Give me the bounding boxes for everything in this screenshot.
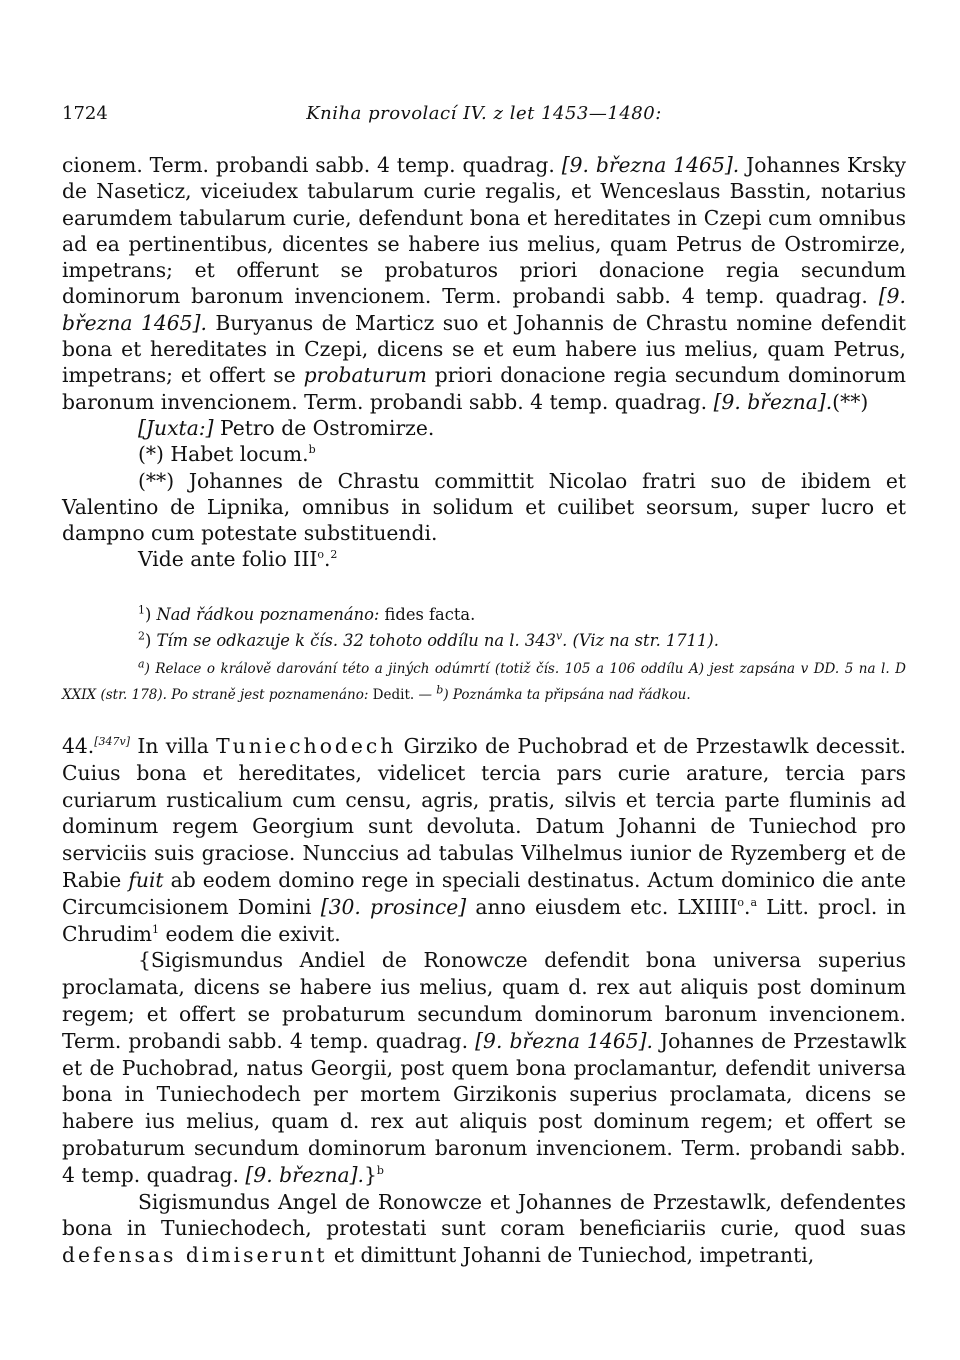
page-number: 1724 <box>62 103 108 124</box>
page-header <box>62 103 906 125</box>
footnotes <box>62 602 906 654</box>
date-note: [9. března]. <box>245 1162 364 1187</box>
entry-number: 44. <box>62 734 95 758</box>
entry-44-paragraph: 44.[347v] In villa Tuniechodech Girziko de Puchobrad et de Przestawlk decessit. Cuius bona et hereditates, videlicet tercia pars curie arature, tercia pars curiarum rusticalium cum censu, agris, pratis, silvis et tercia parte fluminis ad dominum regem Georgium sunt devoluta. Datum Johanni de Tuniechod pro serviciis suis graciose. Nunccius ad tabulas Vilhelmus iunior de Ryzemberg et de Rabie fuit ab eodem domino rege in speciali destinatus. Actum dominico die ante Circumcisionem Domini [30. prosince] anno eiusdem etc. LXIIII$^o$.$^a$ Litt. procl. in Chrudim$^1$ eodem die exivit. <box>62 734 906 946</box>
emphasis-word: probaturum <box>303 363 427 388</box>
date-note: [9. března 1465]. <box>62 284 906 335</box>
paragraph-defences: cionem. Term. probandi sabb. 4 temp. quadrag. [9. března 1465]. Johannes Krsky de Naseticz, viceiudex tabularum curie regalis, et Wenceslaus Basstin, notarius earumdem tabularum curie, defendunt bona et hereditates in Czepi cum omnibus ad ea pertinentibus, dicentes se habere ius melius, quam Petrus de Ostromirze, impetrans; et offerunt se probaturos priori donacione regia secundum dominorum baronum invencionem. Term. probandi sabb. 4 temp. quadrag. [9. března 1465]. Buryanus de Marticz suo et Johannis de Chrastu nomine defendit bona et hereditates in Czepi, dicens se et eum habere ius melius, quam Petrus, impetrans; et offert se probaturum priori donacione regia secundum dominorum baronum invencionem. Term. probandi sabb. 4 temp. quadrag. [9. března].(**) <box>62 153 907 414</box>
habet-line: (*) Habet locum.$^b$ <box>138 442 316 467</box>
paragraph-committit: (**) Johannes de Chrastu committit Nicolao fratri suo de ibidem et Valentino de Lipnika, omnibus in solidum et cuilibet seorsum, super lucro et dampno cum potestate substituendi. <box>62 468 906 546</box>
variant-note-a: $^a$) Relace o králově darování této a jiných odúmrtí (totiž čís. 105 a 106 oddílu A) jest zapsána v DD. 5 na l. D XXIX (str. 178). Po straně jest poznamenáno: Dedit. — $^b$) Poznámka ta připsána nad řádkou. <box>62 657 906 703</box>
paragraph-sigismundus-andiel: {Sigismundus Andiel de Ronowcze defendit bona universa superius proclamata, dicens se habere ius melius, quam d. rex aut aliquis post dominum regem; et offert se probaturum secundum dominorum baronum invencionem. Term. probandi sabb. 4 temp. quadrag. [9. března 1465]. Johannes de Przestawlk et de Puchobrad, natus Georgii, post quem bona proclamantur, defendit universa bona in Tuniechodech per mortem Girzikonis superius proclamata, dicens se habere ius melius, quam d. rex aut aliquis post dominum regem; et offert se probaturum secundum dominorum baronum invencionem. Term. probandi sabb. 4 temp. quadrag. [9. března].}$^b$ <box>62 948 906 1187</box>
variant-notes <box>62 656 906 708</box>
footnote-2: $^2$) Tím se odkazuje k čís. 32 tohoto oddílu na l. 343$^v$. (Viz na str. 1711). <box>138 629 719 650</box>
running-title: Kniha provolací IV. z let 1453—1480: <box>306 103 662 124</box>
footnote-1: $^1$) Nad řádkou poznamenáno: fides facta. <box>138 603 476 624</box>
date-note: [9. března 1465]. <box>561 153 740 177</box>
date-note: [9. března]. <box>713 389 833 414</box>
entry-44 <box>62 733 906 1269</box>
vide-line: Vide ante folio III$^o$.$^2$ <box>138 547 338 572</box>
date-note: [9. března 1465]. <box>475 1028 653 1053</box>
juxta-line: [Juxta:] Petro de Ostromirze. <box>138 415 435 440</box>
paragraph-sigismundus-angel: Sigismundus Angel de Ronowcze et Johannes de Przestawlk, defendentes bona in Tuniechodech, protestati sunt coram beneficiariis curie, quod suas defensas dimiserunt et dimittunt Johanni de Tuniechod, impetranti, <box>62 1189 906 1268</box>
main-text <box>62 152 906 573</box>
folio-mark: [347v] <box>94 735 131 749</box>
date-note: [30. prosince] <box>320 894 467 919</box>
